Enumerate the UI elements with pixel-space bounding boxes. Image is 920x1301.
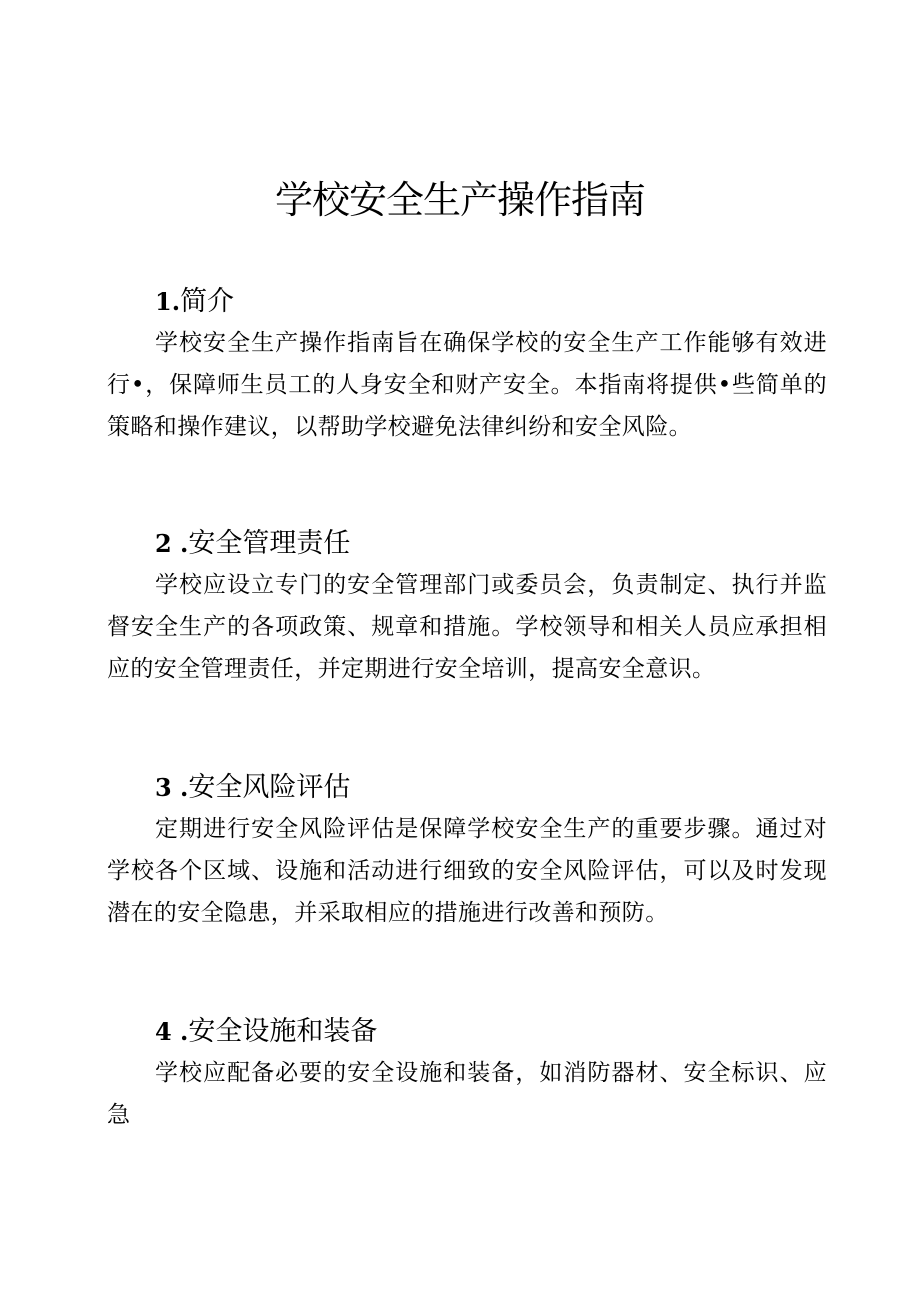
section-paragraph: 学校应设立专门的安全管理部门或委员会，负责制定、执行并监督安全生产的各项政策、规章和措施。学校领导和相关人员应承担相应的安全管理责任，并定期进行安全培训，提高安全意识。 bbox=[107, 572, 827, 682]
section-heading bbox=[155, 768, 827, 808]
section-heading bbox=[155, 524, 827, 564]
section-heading-text: 安全设施和装备 bbox=[188, 1016, 378, 1047]
section-heading-text: 简介 bbox=[180, 286, 235, 317]
section-number: 3 bbox=[155, 773, 172, 802]
section-safety-responsibility bbox=[107, 524, 827, 690]
section-separator: . bbox=[171, 1017, 189, 1046]
section-paragraph: 学校安全生产操作指南旨在确保学校的安全生产工作能够有效进行•，保障师生员工的人身安全和财产安全。本指南将提供•些简单的策略和操作建议，以帮助学校避免法律纠纷和安全风险。 bbox=[107, 330, 827, 440]
section-safety-equipment bbox=[107, 1012, 827, 1136]
section-separator: . bbox=[171, 287, 181, 316]
section-number: 4 bbox=[155, 1017, 172, 1046]
section-heading bbox=[155, 1012, 827, 1052]
section-number: 1 bbox=[155, 287, 172, 316]
section-risk-assessment bbox=[107, 768, 827, 934]
section-introduction bbox=[107, 282, 827, 448]
section-heading-text: 安全管理责任 bbox=[188, 528, 351, 559]
section-separator: . bbox=[171, 773, 189, 802]
section-paragraph: 定期进行安全风险评估是保障学校安全生产的重要步骤。通过对学校各个区域、设施和活动进行细致的安全风险评估，可以及时发现潜在的安全隐患，并采取相应的措施进行改善和预防。 bbox=[107, 816, 827, 926]
document-title: 学校安全生产操作指南 bbox=[274, 178, 645, 222]
section-paragraph: 学校应配备必要的安全设施和装备，如消防器材、安全标识、应急 bbox=[107, 1060, 827, 1128]
section-separator: . bbox=[171, 529, 189, 558]
section-heading bbox=[155, 282, 827, 322]
section-number: 2 bbox=[155, 529, 172, 558]
section-heading-text: 安全风险评估 bbox=[188, 772, 351, 803]
